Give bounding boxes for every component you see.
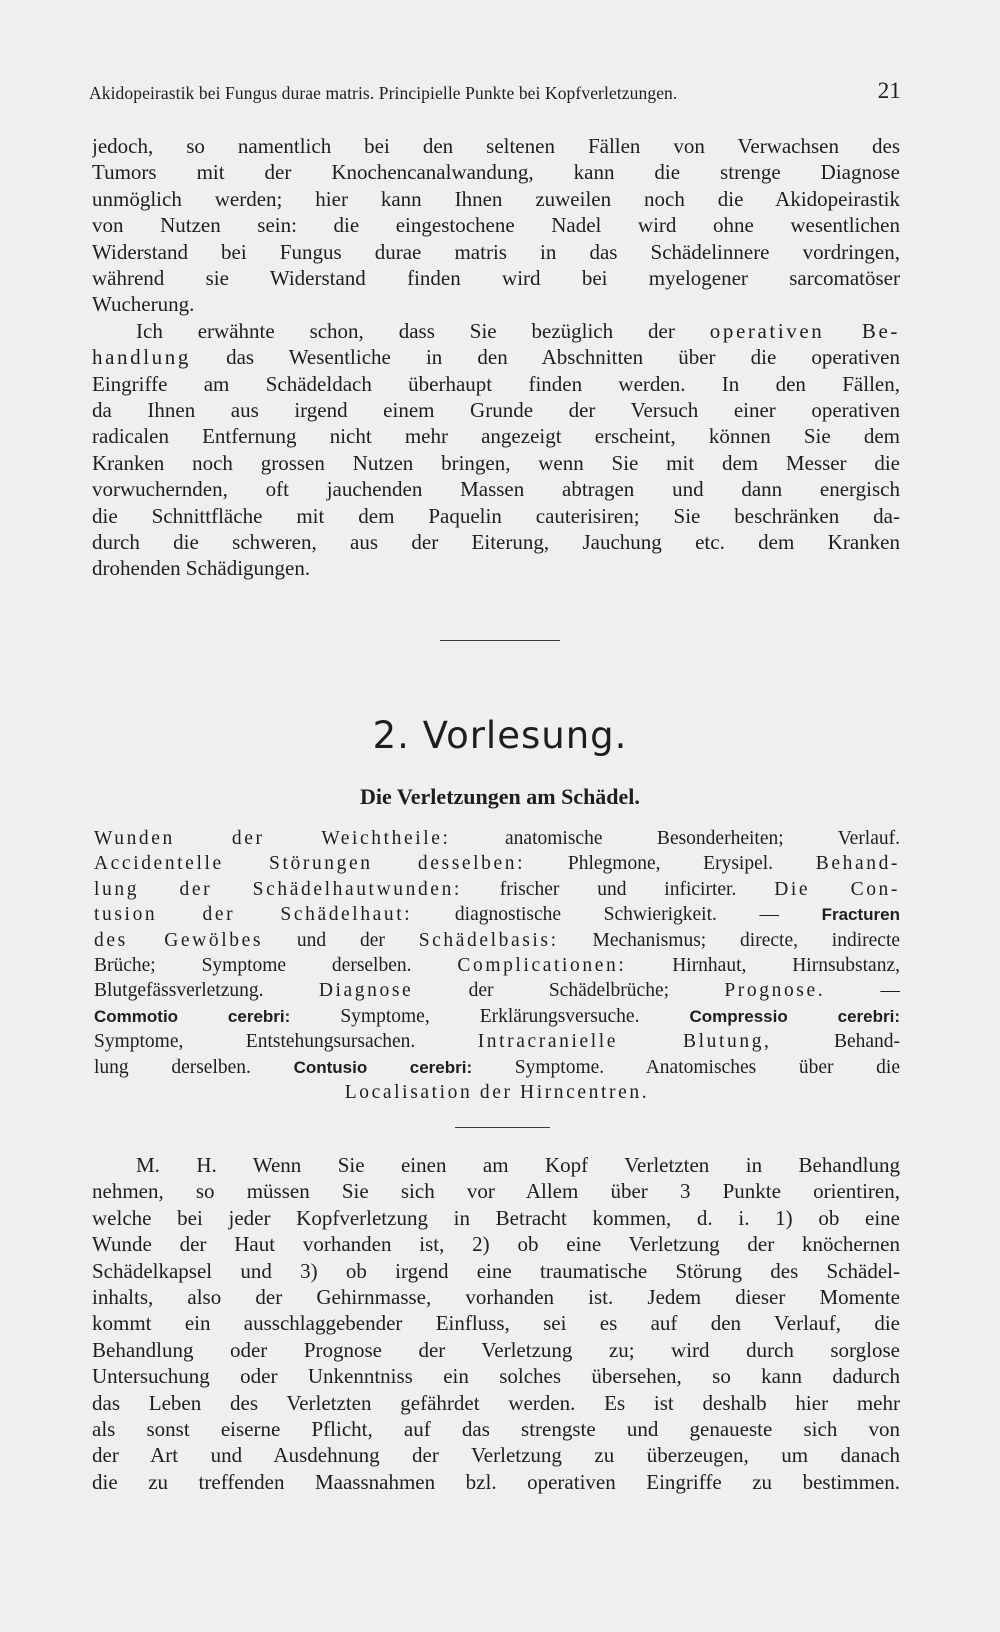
text-line: Untersuchung oder Unkenntniss ein solches übersehen, so kann dadurch (92, 1364, 900, 1389)
spaced-emphasis: Localisation der Hirncentren. (344, 1081, 650, 1103)
text-span: und der (296, 929, 385, 951)
text-line: Eingriffe am Schädeldach überhaupt finden werden. In den Fällen, (92, 371, 900, 396)
text-span: Symptome. Anatomisches über die (514, 1056, 900, 1078)
spaced-emphasis: Wunden der Weichtheile: (94, 828, 451, 849)
text-line: jedoch, so namentlich bei den seltenen Fällen von Verwachsen des (92, 134, 900, 158)
page-number: 21 (877, 78, 901, 103)
bold-term: Compressio cerebri: (689, 1006, 900, 1026)
text-span: anatomische Besonderheiten; Verlauf. (505, 828, 900, 849)
text-line: Wucherung. (92, 292, 195, 317)
summary-line (94, 902, 900, 927)
text-line: unmöglich werden; hier kann Ihnen zuweilen noch die Akidopeirastik (92, 186, 900, 211)
text-line: welche bei jeder Kopfverletzung in Betracht kommen, d. i. 1) ob eine (92, 1205, 900, 1230)
text-span: Symptome, Entstehungsursachen. (94, 1031, 416, 1053)
text-line: von Nutzen sein: die eingestochene Nadel wird ohne wesentlichen (92, 213, 900, 238)
lecture-heading: 2. Vorlesung. (372, 714, 628, 757)
text-line: die zu treffenden Maassnahmen bzl. operativen Eingriffe zu bestimmen. (92, 1469, 900, 1494)
bold-term: Fracturen (821, 905, 900, 925)
spaced-emphasis: Intracranielle Blutung, (477, 1031, 772, 1053)
summary-line (94, 978, 900, 1003)
spaced-emphasis: Schädelbasis: (418, 929, 559, 951)
text-span: Mechanismus; directe, indirecte (592, 929, 900, 951)
summary-line (94, 1080, 900, 1105)
text-line: Behandlung oder Prognose der Verletzung zu; wird durch sorglose (92, 1337, 900, 1362)
text-line: kommt ein ausschlaggebender Einfluss, sei es auf den Verlauf, die (92, 1311, 900, 1336)
text-line: M. H. Wenn Sie einen am Kopf Verletzten in Behandlung (136, 1153, 900, 1177)
text-span: Ich erwähnte schon, dass Sie bezüglich der (136, 318, 675, 343)
paragraph-1 (92, 133, 900, 318)
chapter-summary (94, 826, 900, 1105)
text-span: Behand- (833, 1031, 900, 1053)
text-span: das Wesentliche in den Abschnitten über die operativen (226, 345, 900, 370)
text-line: Kranken noch grossen Nutzen bringen, wenn Sie mit dem Messer die (92, 450, 900, 475)
text-line: Tumors mit der Knochencanalwandung, kann die strenge Diagnose (92, 160, 900, 185)
summary-line (94, 877, 900, 902)
summary-line (94, 928, 900, 953)
text-line: Wunde der Haut vorhanden ist, 2) ob eine Verletzung der knöchernen (92, 1232, 900, 1257)
summary-line (94, 1055, 900, 1080)
spaced-emphasis: handlung (92, 345, 191, 370)
text-line: die Schnittfläche mit dem Paquelin cauterisiren; Sie beschränken da- (92, 503, 900, 528)
text-line: Widerstand bei Fungus durae matris in das Schädelinnere vordringen, (92, 239, 900, 264)
text-line: drohenden Schädigungen. (92, 556, 311, 581)
summary-line (94, 953, 900, 978)
spaced-emphasis: operativen Be- (709, 318, 900, 343)
text-line: vorwuchernden, oft jauchenden Massen abtragen und dann energisch (92, 477, 900, 502)
text-line: da Ihnen aus irgend einem Grunde der Versuch einer operativen (92, 397, 900, 422)
spaced-emphasis: Complicationen: (457, 954, 627, 976)
text-span: der Schädelbrüche; (468, 980, 670, 1002)
text-span: Phlegmone, Erysipel. (567, 853, 774, 875)
section-divider (440, 640, 560, 641)
summary-line (94, 1029, 900, 1054)
paragraph-2 (92, 318, 900, 582)
text-line (92, 344, 900, 370)
text-line (92, 318, 900, 344)
spaced-emphasis: Accidentelle Störungen desselben: (94, 853, 526, 875)
section-divider (455, 1127, 550, 1128)
spaced-emphasis: Prognose. (724, 980, 826, 1002)
text-span: Blutgefässverletzung. (94, 980, 264, 1002)
spaced-emphasis: des Gewölbes (94, 929, 264, 951)
text-line: während sie Widerstand finden wird bei myelogener sarcomatöser (92, 265, 900, 290)
text-line: der Art und Ausdehnung der Verletzung zu überzeugen, um danach (92, 1443, 900, 1468)
bold-term: Commotio cerebri: (94, 1006, 291, 1026)
text-span: Symptome, Erklärungsversuche. (340, 1005, 640, 1027)
text-line: Schädelkapsel und 3) ob irgend eine traumatische Störung des Schädel- (92, 1258, 900, 1283)
summary-line (94, 1004, 900, 1029)
text-span: Brüche; Symptome derselben. (94, 954, 412, 976)
text-line: radicalen Entfernung nicht mehr angezeigt erscheint, können Sie dem (92, 424, 900, 449)
spaced-emphasis: Diagnose (318, 980, 414, 1002)
spaced-emphasis: lung der Schädelhautwunden: (94, 878, 462, 900)
summary-line (94, 851, 900, 876)
paragraph-3 (92, 1152, 900, 1495)
text-span: Hirnhaut, Hirnsubstanz, (672, 954, 900, 976)
spaced-emphasis: Die Con- (774, 878, 900, 900)
text-line: nehmen, so müssen Sie sich vor Allem über 3 Punkte orientiren, (92, 1179, 900, 1204)
bold-term: Contusio cerebri: (293, 1057, 473, 1077)
text-span: lung derselben. (94, 1056, 251, 1078)
text-span: frischer und inficirter. (499, 878, 737, 900)
text-line: inhalts, also der Gehirnmasse, vorhanden ist. Jedem dieser Momente (92, 1284, 900, 1309)
text-span: — (880, 980, 900, 1002)
spaced-emphasis: Behand- (815, 853, 900, 875)
running-head-title: Akidopeirastik bei Fungus durae matris. Principielle Punkte bei Kopfverletzungen. (89, 83, 678, 103)
summary-line (94, 826, 900, 851)
lecture-subtitle: Die Verletzungen am Schädel. (360, 784, 640, 809)
text-line: als sonst eiserne Pflicht, auf das strengste und genaueste sich von (92, 1416, 900, 1441)
running-head (89, 80, 901, 106)
text-line: durch die schweren, aus der Eiterung, Jauchung etc. dem Kranken (92, 529, 900, 554)
text-line: das Leben des Verletzten gefährdet werden. Es ist deshalb hier mehr (92, 1390, 900, 1415)
text-span: diagnostische Schwierigkeit. — (454, 904, 779, 926)
spaced-emphasis: tusion der Schädelhaut: (94, 904, 413, 926)
